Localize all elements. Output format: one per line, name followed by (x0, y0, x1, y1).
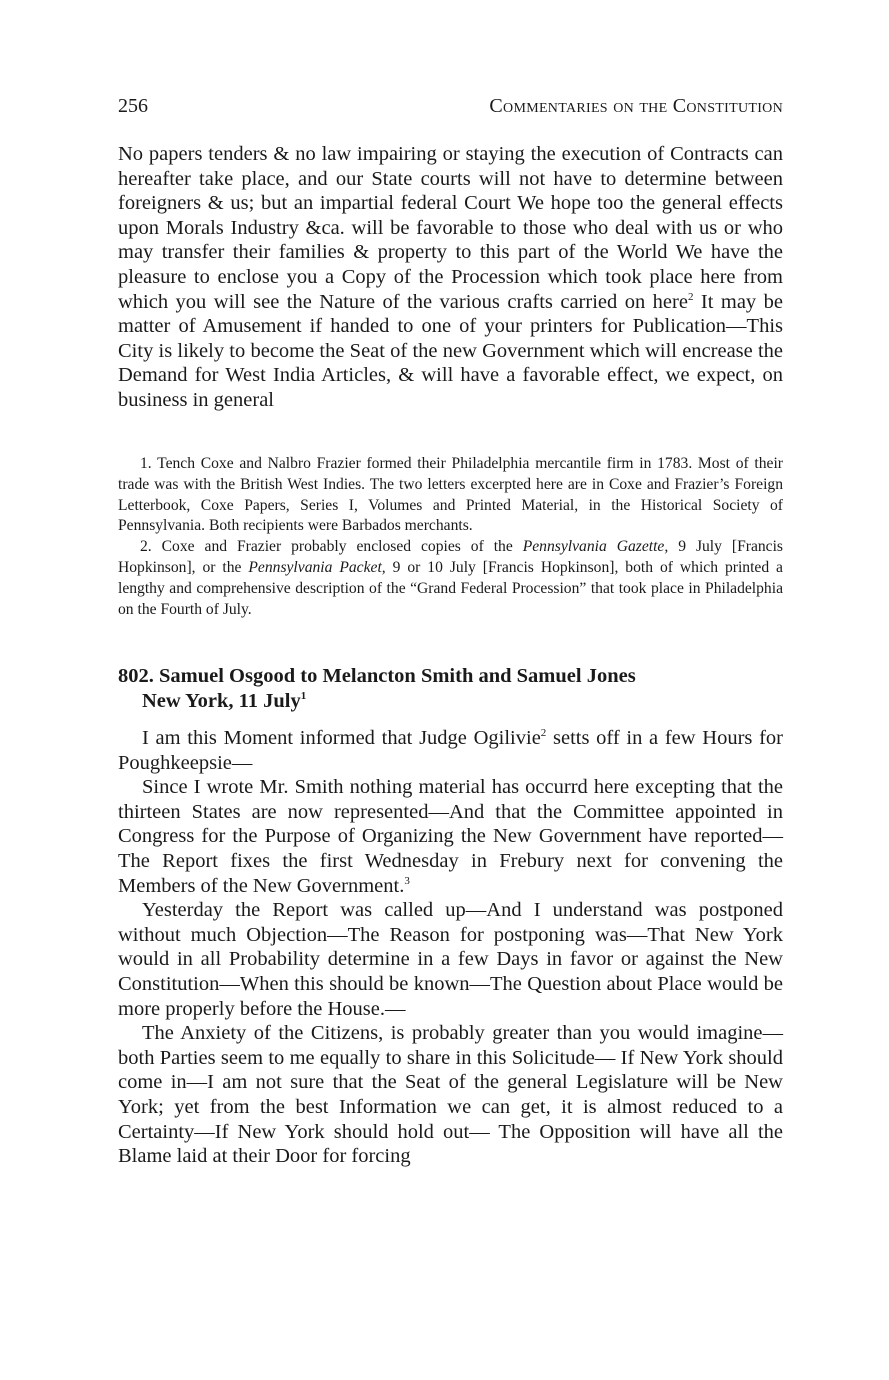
body-paragraph (118, 142, 783, 413)
letter-paragraph: The Anxiety of the Citizens, is probably greater than you would imagine—both Parties seem to me equally to share in this Solicitude— If New York should come in—I am not sure that the Seat of the general Legislature will be New York; yet from the best Information we can get, it is almost reduced to a Certainty—If New York should hold out— The Opposition will have all the Blame laid at their Door for forcing (118, 1022, 783, 1168)
paragraph-text-continued: It may be matter of Amusement if handed to one of your printers for Publication—This City is likely to become the Seat of the new Government which will encrease the Demand for West India Articles, & will have a favorable effect, we expect, on business in general (118, 290, 783, 411)
note-reference: 1 (300, 689, 307, 702)
letter-paragraph: Since I wrote Mr. Smith nothing material has occurrd here excepting that the thirteen States are now represented—And that the Committee appointed in Congress for the Purpose of Organizing the New Government have reported—The Report fixes the first Wednesday in Frebury next for convening the Members of the New Government.$^3$ (118, 776, 783, 897)
paragraph-text: No papers tenders & no law impairing or staying the execution of Contracts can hereafter take place, and our State courts will not have to determine between foreigners & us; but an impartial federal Court We hope too the general effects upon Morals Industry &ca. will be favorable to those who deal with us or who may transfer their families & property to this part of the World We have the pleasure to enclose you a Copy of the Procession which took place here from which you will see the Nature of the various crafts carried on here (118, 143, 783, 313)
document-title: 802. Samuel Osgood to Melancton Smith and Samuel Jones (118, 665, 636, 687)
document-dateline: New York, 11 July$^1$ (142, 689, 307, 712)
footnote-text: 9 July [Francis Hopkinson], or the (118, 538, 783, 576)
letter-paragraph: Yesterday the Report was called up—And I understand was postponed without much Objection—The Reason for postponing was—That New York would in all Probability determine in a few Days in favor or against the New Constitution—When this should be known—The Question about Place would be more properly before the House.— (118, 899, 783, 1020)
note-reference: 2 (540, 727, 547, 740)
footnote-text: 9 or 10 July [Francis Hopkinson], both of which printed a lengthy and comprehensive description of the “Grand Federal Procession” that took place in Philadelphia on the Fourth of July. (118, 558, 783, 618)
footnote-text: 2. Coxe and Frazier probably enclosed copies of the (140, 538, 523, 556)
document-heading (118, 664, 783, 713)
note-reference: 2 (687, 290, 694, 303)
footnotes (118, 454, 783, 620)
running-title: Commentaries on the Constitution (489, 95, 783, 117)
note-reference: 3 (404, 874, 410, 887)
page-number: 256 (118, 95, 148, 117)
publication-title: Pennsylvania Gazette, (522, 538, 669, 556)
running-head (118, 92, 783, 120)
continued-letter-text (118, 142, 783, 413)
publication-title: Pennsylvania Packet, (248, 558, 386, 576)
footnote-1: 1. Tench Coxe and Nalbro Frazier formed their Philadelphia mercantile firm in 1783. Most of their trade was with the British West Indies. The two letters excerpted here are in Coxe and Frazier’s Foreign Letterbook, Coxe Papers, Series I, Volumes and Printed Material, in the Historical Society of Pennsylvania. Both recipients were Barbados merchants. (118, 455, 783, 535)
letter-body (118, 726, 783, 1169)
footnote-2 (118, 537, 783, 620)
letter-paragraph: I am this Moment informed that Judge Ogilivie$^2$ setts off in a few Hours for Poughkeepsie— (118, 727, 783, 774)
